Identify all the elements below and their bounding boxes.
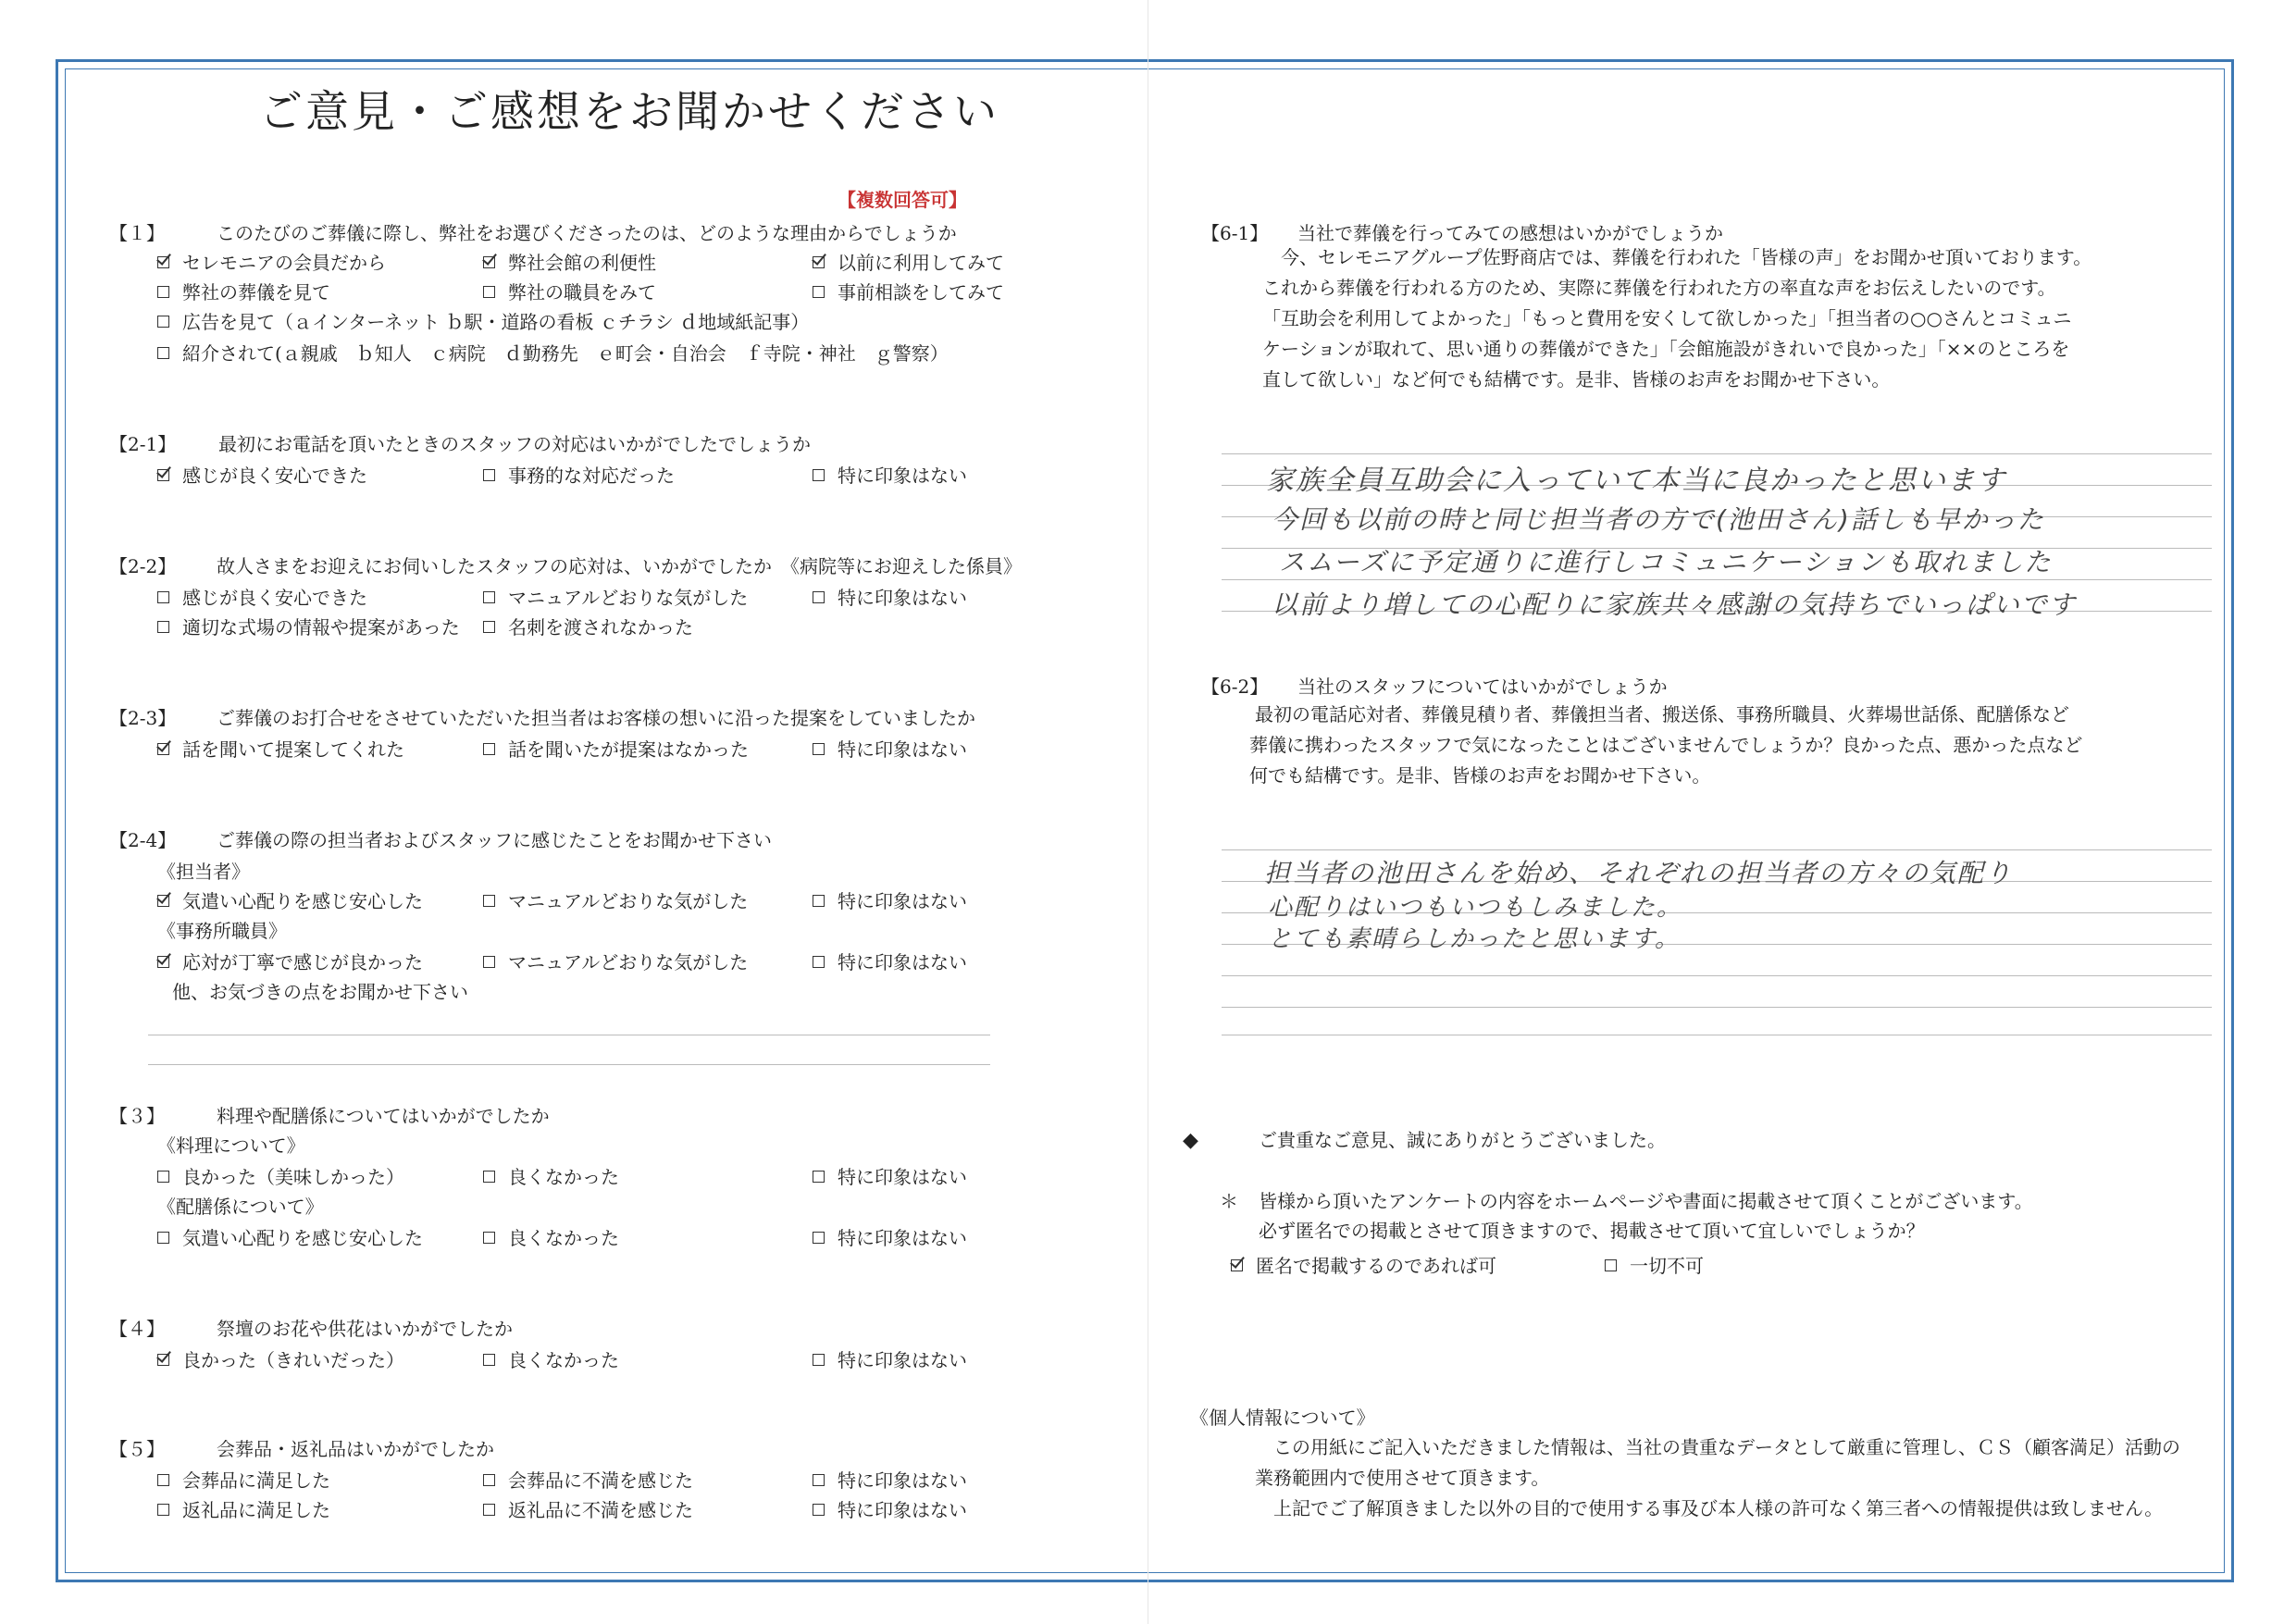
q5-option-gift-dissatisfied[interactable]: [483, 1466, 693, 1493]
checkbox[interactable]: [157, 1354, 169, 1366]
option-label: 会葬品に満足した: [182, 1469, 330, 1492]
q1-option-saw-staff[interactable]: [483, 278, 656, 304]
question-number: 【１】: [109, 222, 165, 244]
option-label: 名刺を渡されなかった: [508, 616, 693, 638]
question-3: [109, 1101, 550, 1128]
q4-option-bad[interactable]: [483, 1345, 619, 1372]
option-label: 一切不可: [1630, 1255, 1704, 1277]
option-label: 適切な式場の情報や提案があった: [182, 616, 460, 638]
option-label: 特に印象はない: [838, 890, 967, 912]
q5-option-return-satisfied[interactable]: [157, 1495, 330, 1522]
option-label: 特に印象はない: [838, 587, 967, 609]
question-text: 当社で葬儀を行ってみての感想はいかがでしょうか: [1297, 222, 1723, 244]
privacy-line: 業務範囲内で使用させて頂きます。: [1255, 1467, 1550, 1489]
checkbox[interactable]: [157, 591, 169, 603]
option-label: 特に印象はない: [838, 738, 967, 761]
checkbox[interactable]: [813, 956, 825, 968]
q2-2-option-good[interactable]: [157, 583, 367, 610]
q3-food-option-bad[interactable]: [483, 1162, 619, 1189]
q3-food-option-no-impression[interactable]: [813, 1162, 967, 1189]
option-label: 特に印象はない: [838, 1499, 967, 1521]
privacy-line: この用紙にご記入いただきました情報は、当社の貴重なデータとして厳重に管理し、ＣＳ（顧客満足）活動の: [1273, 1436, 2180, 1458]
q5-option-return-no-impression[interactable]: [813, 1495, 967, 1522]
option-label: 紹介されて(ａ親戚 ｂ知人 ｃ病院 ｄ勤務先 ｅ町会・自治会 ｆ寺院・神社 ｇ警察）: [182, 342, 949, 365]
checkbox[interactable]: [813, 256, 825, 268]
other-comments-prompt: 他、お気づきの点をお聞かせ下さい: [172, 981, 468, 1003]
question-2-2: [109, 552, 1022, 578]
question-5: [109, 1434, 494, 1461]
asterisk-note-icon: ＊: [1220, 1190, 1238, 1212]
option-label: 弊社の葬儀を見て: [182, 281, 330, 304]
checkbox[interactable]: [813, 1504, 825, 1516]
option-label: 感じが良く安心できた: [182, 465, 367, 487]
checkbox[interactable]: [483, 621, 495, 633]
question-4: [109, 1314, 513, 1341]
answer-line[interactable]: [1222, 579, 2212, 580]
publish-option-anonymous[interactable]: [1231, 1251, 1496, 1278]
question-number: 【2-1】: [109, 433, 177, 455]
checkbox[interactable]: [483, 1474, 495, 1486]
checkbox[interactable]: [157, 1171, 169, 1183]
publish-option-refuse[interactable]: [1605, 1251, 1704, 1278]
handwritten-answer-line: 心配りはいつもいつもしみました。: [1268, 894, 1683, 922]
checkbox[interactable]: [157, 895, 169, 907]
question-text: ご葬儀の際の担当者およびスタッフに感じたことをお聞かせ下さい: [217, 829, 772, 851]
q2-4-office-option-polite[interactable]: [157, 948, 423, 974]
q1-option-advertisement[interactable]: [157, 307, 809, 334]
option-label: 特に印象はない: [838, 1469, 967, 1492]
checkbox[interactable]: [157, 1474, 169, 1486]
q4-option-good[interactable]: [157, 1345, 404, 1372]
answer-line[interactable]: [1222, 1007, 2212, 1008]
q2-4-office-option-no-impression[interactable]: [813, 948, 967, 974]
checkbox[interactable]: [813, 1354, 825, 1366]
question-1: [109, 218, 957, 245]
checkbox[interactable]: [157, 286, 169, 298]
question-text: 故人さまをお迎えにお伺いしたスタッフの応対は、いかがでしたか 《病院等にお迎えした係員》: [217, 555, 1022, 577]
survey-title: ご意見・ご感想をお聞かせください: [259, 87, 999, 138]
description-line: 直して欲しい」など何でも結構です。是非、皆様のお声をお聞かせ下さい。: [1262, 368, 1891, 391]
option-label: マニュアルどおりな気がした: [508, 951, 749, 973]
question-text: 最初にお電話を頂いたときのスタッフの対応はいかがでしたでしょうか: [218, 433, 811, 455]
option-label: 良くなかった: [508, 1227, 619, 1249]
checkbox[interactable]: [483, 743, 495, 755]
q1-option-member[interactable]: [157, 248, 386, 275]
q1-option-used-before[interactable]: [813, 248, 1004, 275]
option-label: 気遣い心配りを感じ安心した: [182, 890, 423, 912]
question-number: 【2-4】: [109, 829, 177, 851]
checkbox[interactable]: [483, 286, 495, 298]
subsection-office-staff: 《事務所職員》: [157, 920, 287, 942]
question-text: 料理や配膳係についてはいかがでしたか: [217, 1105, 550, 1127]
option-label: 特に印象はない: [838, 1227, 967, 1249]
comment-line[interactable]: [148, 1064, 990, 1065]
q3-food-option-good[interactable]: [157, 1162, 404, 1189]
option-label: 特に印象はない: [838, 1349, 967, 1371]
q4-option-no-impression[interactable]: [813, 1345, 967, 1372]
answer-line[interactable]: [1222, 975, 2212, 976]
answer-line[interactable]: [1222, 849, 2212, 850]
handwritten-answer-line: 担当者の池田さんを始め、それぞれの担当者の方々の気配り: [1264, 858, 2013, 888]
option-label: 良かった（きれいだった）: [182, 1349, 404, 1371]
question-number: 【４】: [109, 1318, 165, 1340]
q2-4-option-considerate[interactable]: [157, 886, 423, 913]
checkbox[interactable]: [157, 347, 169, 359]
checkbox[interactable]: [157, 1504, 169, 1516]
description-line: 今、セレモニアグループ佐野商店では、葬儀を行われた「皆様の声」をお聞かせ頂いております。: [1281, 246, 2092, 268]
multiple-answers-note: 【複数回答可】: [838, 189, 967, 211]
option-label: マニュアルどおりな気がした: [508, 890, 749, 912]
question-number: 【３】: [109, 1105, 165, 1127]
q2-1-option-no-impression[interactable]: [813, 461, 967, 488]
q6-1-description: [1244, 242, 2091, 395]
description-line: 最初の電話応対者、葬儀見積り者、葬儀担当者、搬送係、事務所職員、火葬場世話係、配膳係など: [1255, 703, 2069, 725]
checkbox[interactable]: [1605, 1259, 1617, 1271]
q2-2-option-proposal[interactable]: [157, 613, 460, 639]
option-label: 返礼品に満足した: [182, 1499, 330, 1521]
option-label: 会葬品に不満を感じた: [508, 1469, 693, 1492]
diamond-bullet-icon: ◆: [1183, 1129, 1198, 1152]
subsection-person-in-charge: 《担当者》: [157, 861, 250, 883]
q2-4-option-manual[interactable]: [483, 886, 748, 913]
checkbox[interactable]: [157, 316, 169, 328]
option-label: 返礼品に不満を感じた: [508, 1499, 693, 1521]
q1-option-saw-funeral[interactable]: [157, 278, 330, 304]
option-label: 良くなかった: [508, 1349, 619, 1371]
option-label: 気遣い心配りを感じ安心した: [182, 1227, 423, 1249]
checkbox[interactable]: [813, 591, 825, 603]
checkbox[interactable]: [483, 1171, 495, 1183]
question-number: 【2-2】: [109, 555, 177, 577]
subsection-serving-staff: 《配膳係について》: [157, 1196, 324, 1218]
question-number: 【6-1】: [1201, 222, 1269, 244]
option-label: 話を聞いたが提案はなかった: [508, 738, 749, 761]
option-label: マニュアルどおりな気がした: [508, 587, 749, 609]
description-line: 何でも結構です。是非、皆様のお声をお聞かせ下さい。: [1249, 764, 1711, 787]
question-text: 当社のスタッフについてはいかがでしょうか: [1297, 676, 1668, 698]
option-label: 弊社会館の利便性: [508, 252, 656, 274]
q6-2-description: [1249, 700, 2083, 791]
question-number: 【2-3】: [109, 707, 177, 729]
q2-2-option-no-impression[interactable]: [813, 583, 967, 610]
checkbox[interactable]: [813, 286, 825, 298]
question-text: 祭壇のお花や供花はいかがでしたか: [217, 1318, 513, 1340]
option-label: 広告を見て（ａインターネット ｂ駅・道路の看板 ｃチラシ ｄ地域紙記事）: [182, 311, 810, 333]
q5-option-return-dissatisfied[interactable]: [483, 1495, 693, 1522]
handwritten-answer-line: 以前より増しての心配りに家族共々感謝の気持ちでいっぱいです: [1272, 589, 2077, 620]
right-page: [1148, 0, 2296, 1624]
q2-4-office-option-manual[interactable]: [483, 948, 748, 974]
question-text: 会葬品・返礼品はいかがでしたか: [217, 1438, 494, 1460]
thanks-message: ご貴重なご意見、誠にありがとうございました。: [1259, 1129, 1666, 1151]
option-label: 事務的な対応だった: [508, 465, 675, 487]
q2-4-option-no-impression[interactable]: [813, 886, 967, 913]
checkbox[interactable]: [157, 256, 169, 268]
checkbox[interactable]: [483, 469, 495, 481]
description-line: 葬儀に携わったスタッフで気になったことはございませんでしょうか？良かった点、悪かった点など: [1249, 734, 2083, 756]
question-2-4: [109, 825, 772, 852]
q5-option-gift-satisfied[interactable]: [157, 1466, 330, 1493]
question-2-1: [109, 429, 811, 456]
option-label: 良かった（美味しかった）: [182, 1166, 404, 1188]
q1-option-consultation[interactable]: [813, 278, 1004, 304]
handwritten-answer-line: 家族全員互助会に入っていて本当に良かったと思います: [1266, 465, 2006, 497]
question-text: このたびのご葬儀に際し、弊社をお選びくださったのは、どのような理由からでしょうか: [217, 222, 957, 244]
checkbox[interactable]: [813, 469, 825, 481]
q2-3-option-proposed[interactable]: [157, 735, 404, 762]
checkbox[interactable]: [483, 895, 495, 907]
checkbox[interactable]: [157, 621, 169, 633]
checkbox[interactable]: [483, 591, 495, 603]
q5-option-gift-no-impression[interactable]: [813, 1466, 967, 1493]
subsection-food: 《料理について》: [157, 1134, 305, 1157]
option-label: 弊社の職員をみて: [508, 281, 656, 304]
q1-option-convenience[interactable]: [483, 248, 656, 275]
publish-question: 必ず匿名での掲載とさせて頂きますので、掲載させて頂いて宜しいでしょうか？: [1259, 1220, 1925, 1242]
option-label: 匿名で掲載するのであれば可: [1256, 1255, 1496, 1277]
checkbox[interactable]: [157, 743, 169, 755]
handwritten-answer-line: スムーズに予定通りに進行しコミュニケーションも取れました: [1279, 547, 2053, 577]
question-6-1: [1201, 218, 1723, 245]
checkbox[interactable]: [483, 1354, 495, 1366]
option-label: 以前に利用してみて: [838, 252, 1004, 274]
q1-option-referral[interactable]: [157, 339, 949, 366]
privacy-title: 《個人情報について》: [1190, 1407, 1375, 1429]
checkbox[interactable]: [157, 469, 169, 481]
privacy-line: 上記でご了解頂きました以外の目的で使用する事及び本人様の許可なく第三者への情報提供は致しません。: [1273, 1497, 2164, 1519]
checkbox[interactable]: [1231, 1259, 1243, 1271]
checkbox[interactable]: [157, 1232, 169, 1244]
checkbox[interactable]: [813, 895, 825, 907]
checkbox[interactable]: [157, 956, 169, 968]
option-label: 応対が丁寧で感じが良かった: [182, 951, 423, 973]
option-label: 話を聞いて提案してくれた: [182, 738, 404, 761]
checkbox[interactable]: [813, 1232, 825, 1244]
q2-2-option-no-card[interactable]: [483, 613, 693, 639]
q3-staff-option-bad[interactable]: [483, 1223, 619, 1250]
checkbox[interactable]: [813, 743, 825, 755]
question-6-2: [1201, 672, 1668, 699]
q2-1-option-good[interactable]: [157, 461, 367, 488]
checkbox[interactable]: [483, 1504, 495, 1516]
option-label: セレモニアの会員だから: [182, 252, 386, 274]
description-line: これから葬儀を行われる方のため、実際に葬儀を行われた方の率直な声をお伝えしたいのです。: [1262, 277, 2056, 299]
checkbox[interactable]: [483, 956, 495, 968]
option-label: 感じが良く安心できた: [182, 587, 367, 609]
privacy-text: [1236, 1432, 2180, 1524]
checkbox[interactable]: [813, 1474, 825, 1486]
option-label: 良くなかった: [508, 1166, 619, 1188]
handwritten-answer-line: とても素晴らしかったと思います。: [1268, 925, 1681, 953]
checkbox[interactable]: [813, 1171, 825, 1183]
checkbox[interactable]: [483, 1232, 495, 1244]
option-label: 特に印象はない: [838, 1166, 967, 1188]
question-number: 【５】: [109, 1438, 165, 1460]
question-2-3: [109, 703, 975, 730]
option-label: 特に印象はない: [838, 465, 967, 487]
publish-notice: 皆様から頂いたアンケートの内容をホームページや書面に掲載させて頂くことがございます。: [1259, 1190, 2033, 1212]
q2-1-option-businesslike[interactable]: [483, 461, 675, 488]
q3-staff-option-considerate[interactable]: [157, 1223, 423, 1250]
checkbox[interactable]: [483, 256, 495, 268]
option-label: 事前相談をしてみて: [838, 281, 1004, 304]
answer-line[interactable]: [1222, 453, 2212, 454]
description-line: ケーションが取れて、思い通りの葬儀ができた」「会館施設がきれいで良かった」「××のところを: [1262, 338, 2070, 360]
description-line: 「互助会を利用してよかった」「もっと費用を安くして欲しかった」「担当者の○○さんとコミュニ: [1262, 307, 2072, 329]
question-text: ご葬儀のお打合せをさせていただいた担当者はお客様の想いに沿った提案をしていましたか: [217, 707, 975, 729]
question-number: 【6-2】: [1201, 676, 1269, 698]
q2-3-option-no-impression[interactable]: [813, 735, 967, 762]
q3-staff-option-no-impression[interactable]: [813, 1223, 967, 1250]
q2-3-option-no-proposal[interactable]: [483, 735, 749, 762]
handwritten-answer-line: 今回も以前の時と同じ担当者の方で(池田さん)話しも早かった: [1272, 504, 2045, 535]
option-label: 特に印象はない: [838, 951, 967, 973]
q2-2-option-manual[interactable]: [483, 583, 748, 610]
